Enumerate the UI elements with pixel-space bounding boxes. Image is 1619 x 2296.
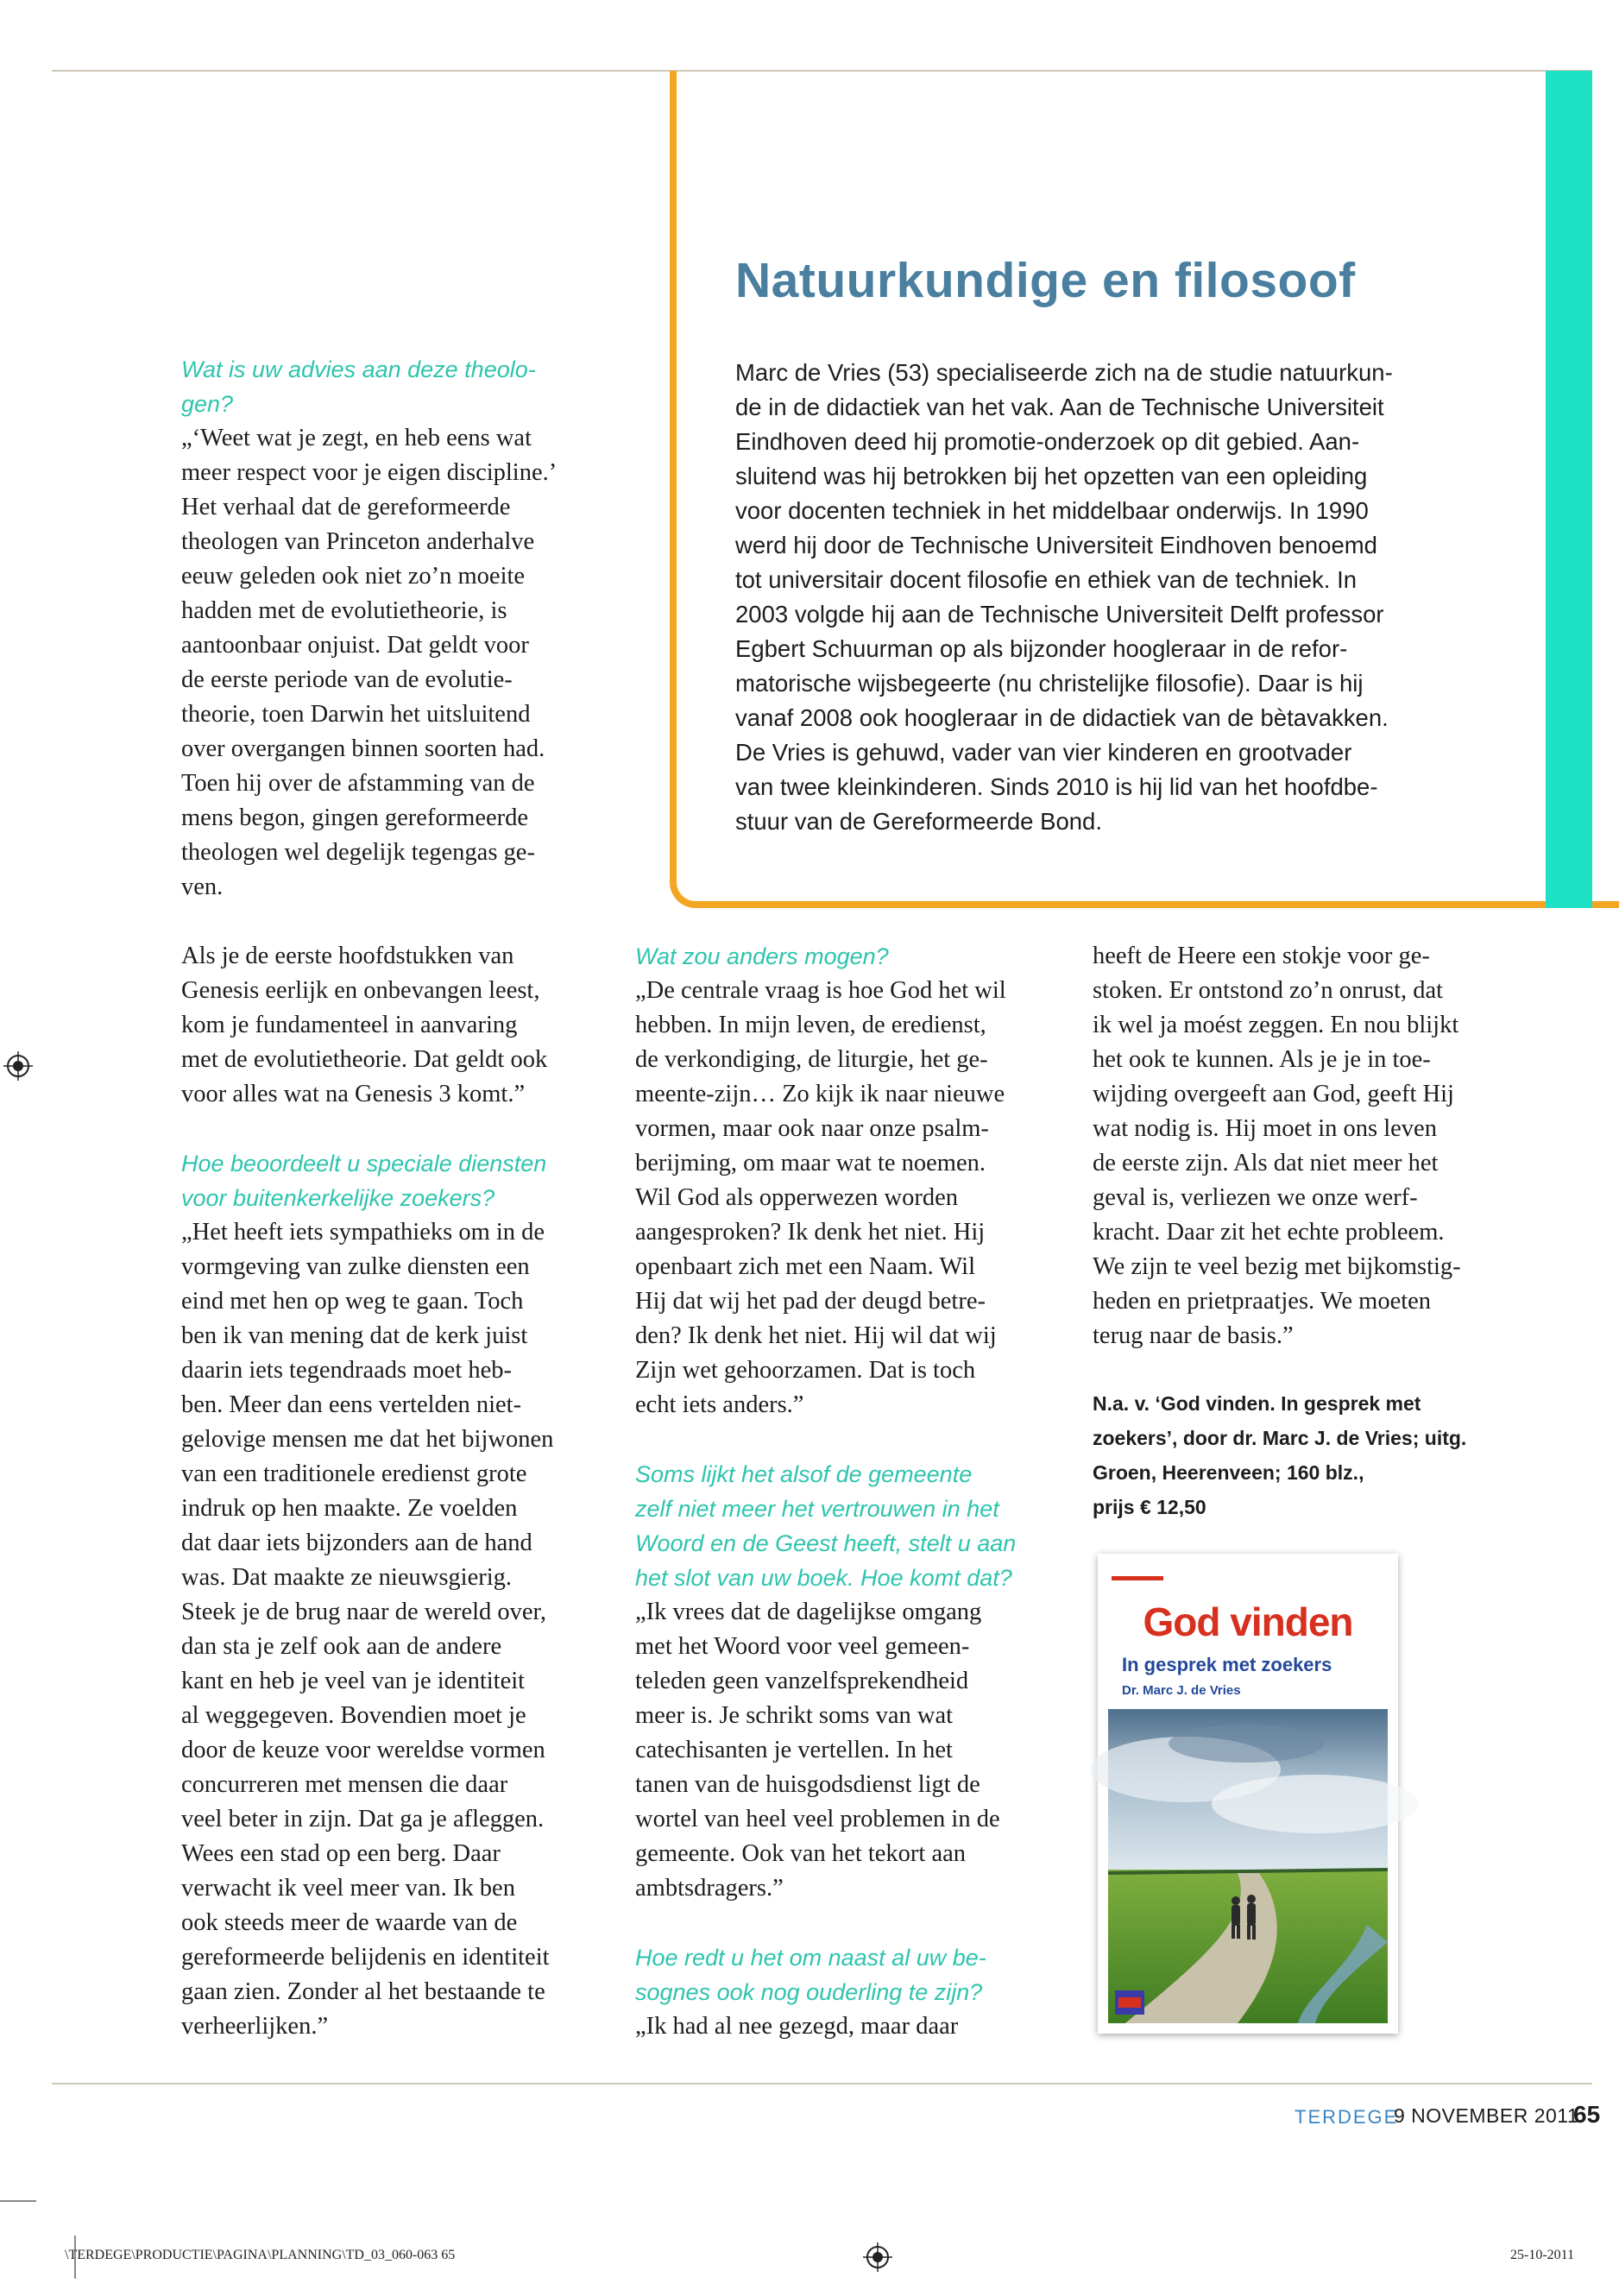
interview-question: Hoe redt u het om naast al uw be-	[635, 1945, 986, 1971]
interview-question: Wat is uw advies aan deze theolo-	[181, 356, 536, 382]
landscape-photo	[1108, 1709, 1388, 2023]
bio-box-title: Natuurkundige en filosoof	[735, 253, 1356, 308]
crop-mark	[0, 2200, 36, 2202]
accent-bar	[1546, 71, 1592, 908]
cover-accent-line	[1112, 1576, 1163, 1580]
book-cover-subtitle: In gesprek met zoekers	[1122, 1654, 1332, 1675]
column-1-top: Wat is uw advies aan deze theolo- gen? „‘Weet wat je zegt, en heb eens wat meer respect voor je eigen discipline.’ Het verhaal dat de gereformeerde theologen van Princeton anderhalve eeuw geleden ook niet zo’n moeite hadden met de evolutietheorie, is aantoonbaar onjuist. Dat geldt voor de eerste periode van de evolutie- theorie, toen Darwin het uitsluitend over overgangen binnen soorten had. Toen hij over de afstamming van de mens begon, gingen gereformeerde theologen wel degelijk tegengas ge- ven.	[181, 352, 630, 905]
interview-question: Soms lijkt het alsof de gemeente	[635, 1461, 973, 1487]
interview-question: het slot van uw boek. Hoe komt dat?	[635, 1565, 1012, 1591]
interview-question: Woord en de Geest heeft, stelt u aan	[635, 1530, 1017, 1556]
book-cover-title: God vinden	[1143, 1599, 1353, 1644]
interview-question: zelf niet meer het vertrouwen in het	[635, 1496, 999, 1522]
page-number: 65	[1573, 2101, 1601, 2128]
interview-question: gen?	[181, 391, 234, 417]
interview-question: Wat zou anders mogen?	[635, 943, 889, 969]
interview-question: sognes ook nog ouderling te zijn?	[635, 1979, 983, 2005]
interview-question: voor buitenkerkelijke zoekers?	[181, 1185, 495, 1211]
book-reference: N.a. v. ‘God vinden. In gesprek met zoekers’, door dr. Marc J. de Vries; uitg. Groen, Heerenveen; 160 blz., prijs € 12,50	[1093, 1392, 1467, 1518]
issue-date: 9 NOVEMBER 2011	[1394, 2104, 1579, 2127]
column-1: Als je de eerste hoofdstukken van Genesis eerlijk en onbevangen leest, kom je fundamenteel in aanvaring met de evolutietheorie. Dat geldt ook voor alles wat na Genesis 3 komt.” Hoe beoordeelt u speciale diensten voor buitenkerkelijke zoekers? „Het heeft iets sympathieks om in de vormgeving van zulke diensten een eind met hen op weg te gaan. Toch ben ik van mening dat de kerk juist daarin iets tegendraads moet heb- ben. Meer dan eens vertelden niet- gelovige mensen me dat het bijwonen van een traditionele eredienst grote indruk op hen maakte. Ze voelden dat daar iets bijzonders aan de hand was. Dat maakte ze nieuwsgierig. Steek je de brug naar de wereld over, dan sta je zelf ook aan de andere kant en heb je veel van je identiteit al weggegeven. Bovendien moet je door de keuze voor wereldse vormen concurreren met mensen die daar veel beter in zijn. Dat ga je afleggen. Wees een stad op een berg. Daar verwacht ik veel meer van. Ik ben ook steeds meer de waarde van de gereformeerde belijdenis en identiteit gaan zien. Zonder al het bestaande te verheerlijken.”	[181, 939, 630, 2044]
book-cover-image	[1098, 1554, 1398, 2034]
column-2: Wat zou anders mogen? „De centrale vraag is hoe God het wil hebben. In mijn leven, de eredienst, de verkondiging, de liturgie, het ge- meente-zijn… Zo kijk ik naar nieuwe vormen, maar ook naar onze psalm- berijming, om maar wat te noemen. Wil God als opperwezen worden aangesproken? Ik denk het niet. Hij openbaart zich met een Naam. Wil Hij dat wij het pad der deugd betre- den? Ik denk het niet. Hij wil dat wij Zijn wet gehoorzamen. Dat is toch echt iets anders.” Soms lijkt het alsof de gemeente zelf niet meer het vertrouwen in het Woord en de Geest heeft, stelt u aan het slot van uw boek. Hoe komt dat? „Ik vrees dat de dagelijkse omgang met het Woord voor veel gemeen- teleden geen vanzelfsprekendheid meer is. Je schrikt soms van wat catechisanten je vertellen. In het tanen van de huisgodsdienst ligt de wortel van heel veel problemen in de gemeente. Ook van het tekort aan ambtsdragers.” Hoe redt u het om naast al uw be- sognes ook nog ouderling te zijn? „Ik had al nee gezegd, maar daar	[635, 939, 1084, 2044]
print-slug-date: 25-10-2011	[1510, 2248, 1575, 2262]
bio-box-body: Marc de Vries (53) specialiseerde zich na de studie natuurkun- de in de didactiek van het vak. Aan de Technische Universiteit Eindhoven deed hij promotie-onderzoek op dit gebied. Aan- sluitend was hij betrokken bij het opzetten van een opleiding voor docenten techniek in het middelbaar onderwijs. In 1990 werd hij door de Technische Universiteit Eindhoven benoemd tot universitair docent filosofie en ethiek van de techniek. In 2003 volgde hij aan de Technische Universiteit Delft professor Egbert Schuurman op als bijzonder hoogleraar in de refor- matorische wijsbegeerte (nu christelijke filosofie). Daar is hij vanaf 2008 ook hoogleraar in de didactiek van de bètavakken. De Vries is gehuwd, vader van vier kinderen en grootvader van twee kleinkinderen. Sinds 2010 is hij lid van het hoofdbe- stuur van de Gereformeerde Bond.	[735, 359, 1393, 835]
interview-question: Hoe beoordeelt u speciale diensten	[181, 1151, 547, 1176]
registration-mark-icon	[3, 1051, 33, 1081]
magazine-name: TERDEGE	[1295, 2106, 1399, 2128]
print-slug-path: \TERDEGE\PRODUCTIE\PAGINA\PLANNING\TD_03_060-063 65	[65, 2248, 456, 2262]
registration-mark-icon	[863, 2242, 892, 2272]
column-3: heeft de Heere een stokje voor ge- stoken. Er ontstond zo’n onrust, dat ik wel ja moést zeggen. En nou blijkt het ook te kunnen. Als je je in toe- wijding overgeeft aan God, geeft Hij wat nodig is. Hij moet in ons leven de eerste zijn. Als dat niet meer het geval is, verliezen we onze werf- kracht. Daar zit het echte probleem. We zijn te veel bezig met bijkomstig- heden en prietpraatjes. We moeten terug naar de basis.”	[1093, 943, 1461, 1349]
book-cover-author: Dr. Marc J. de Vries	[1122, 1683, 1241, 1698]
bottom-rule	[52, 2083, 1592, 2085]
